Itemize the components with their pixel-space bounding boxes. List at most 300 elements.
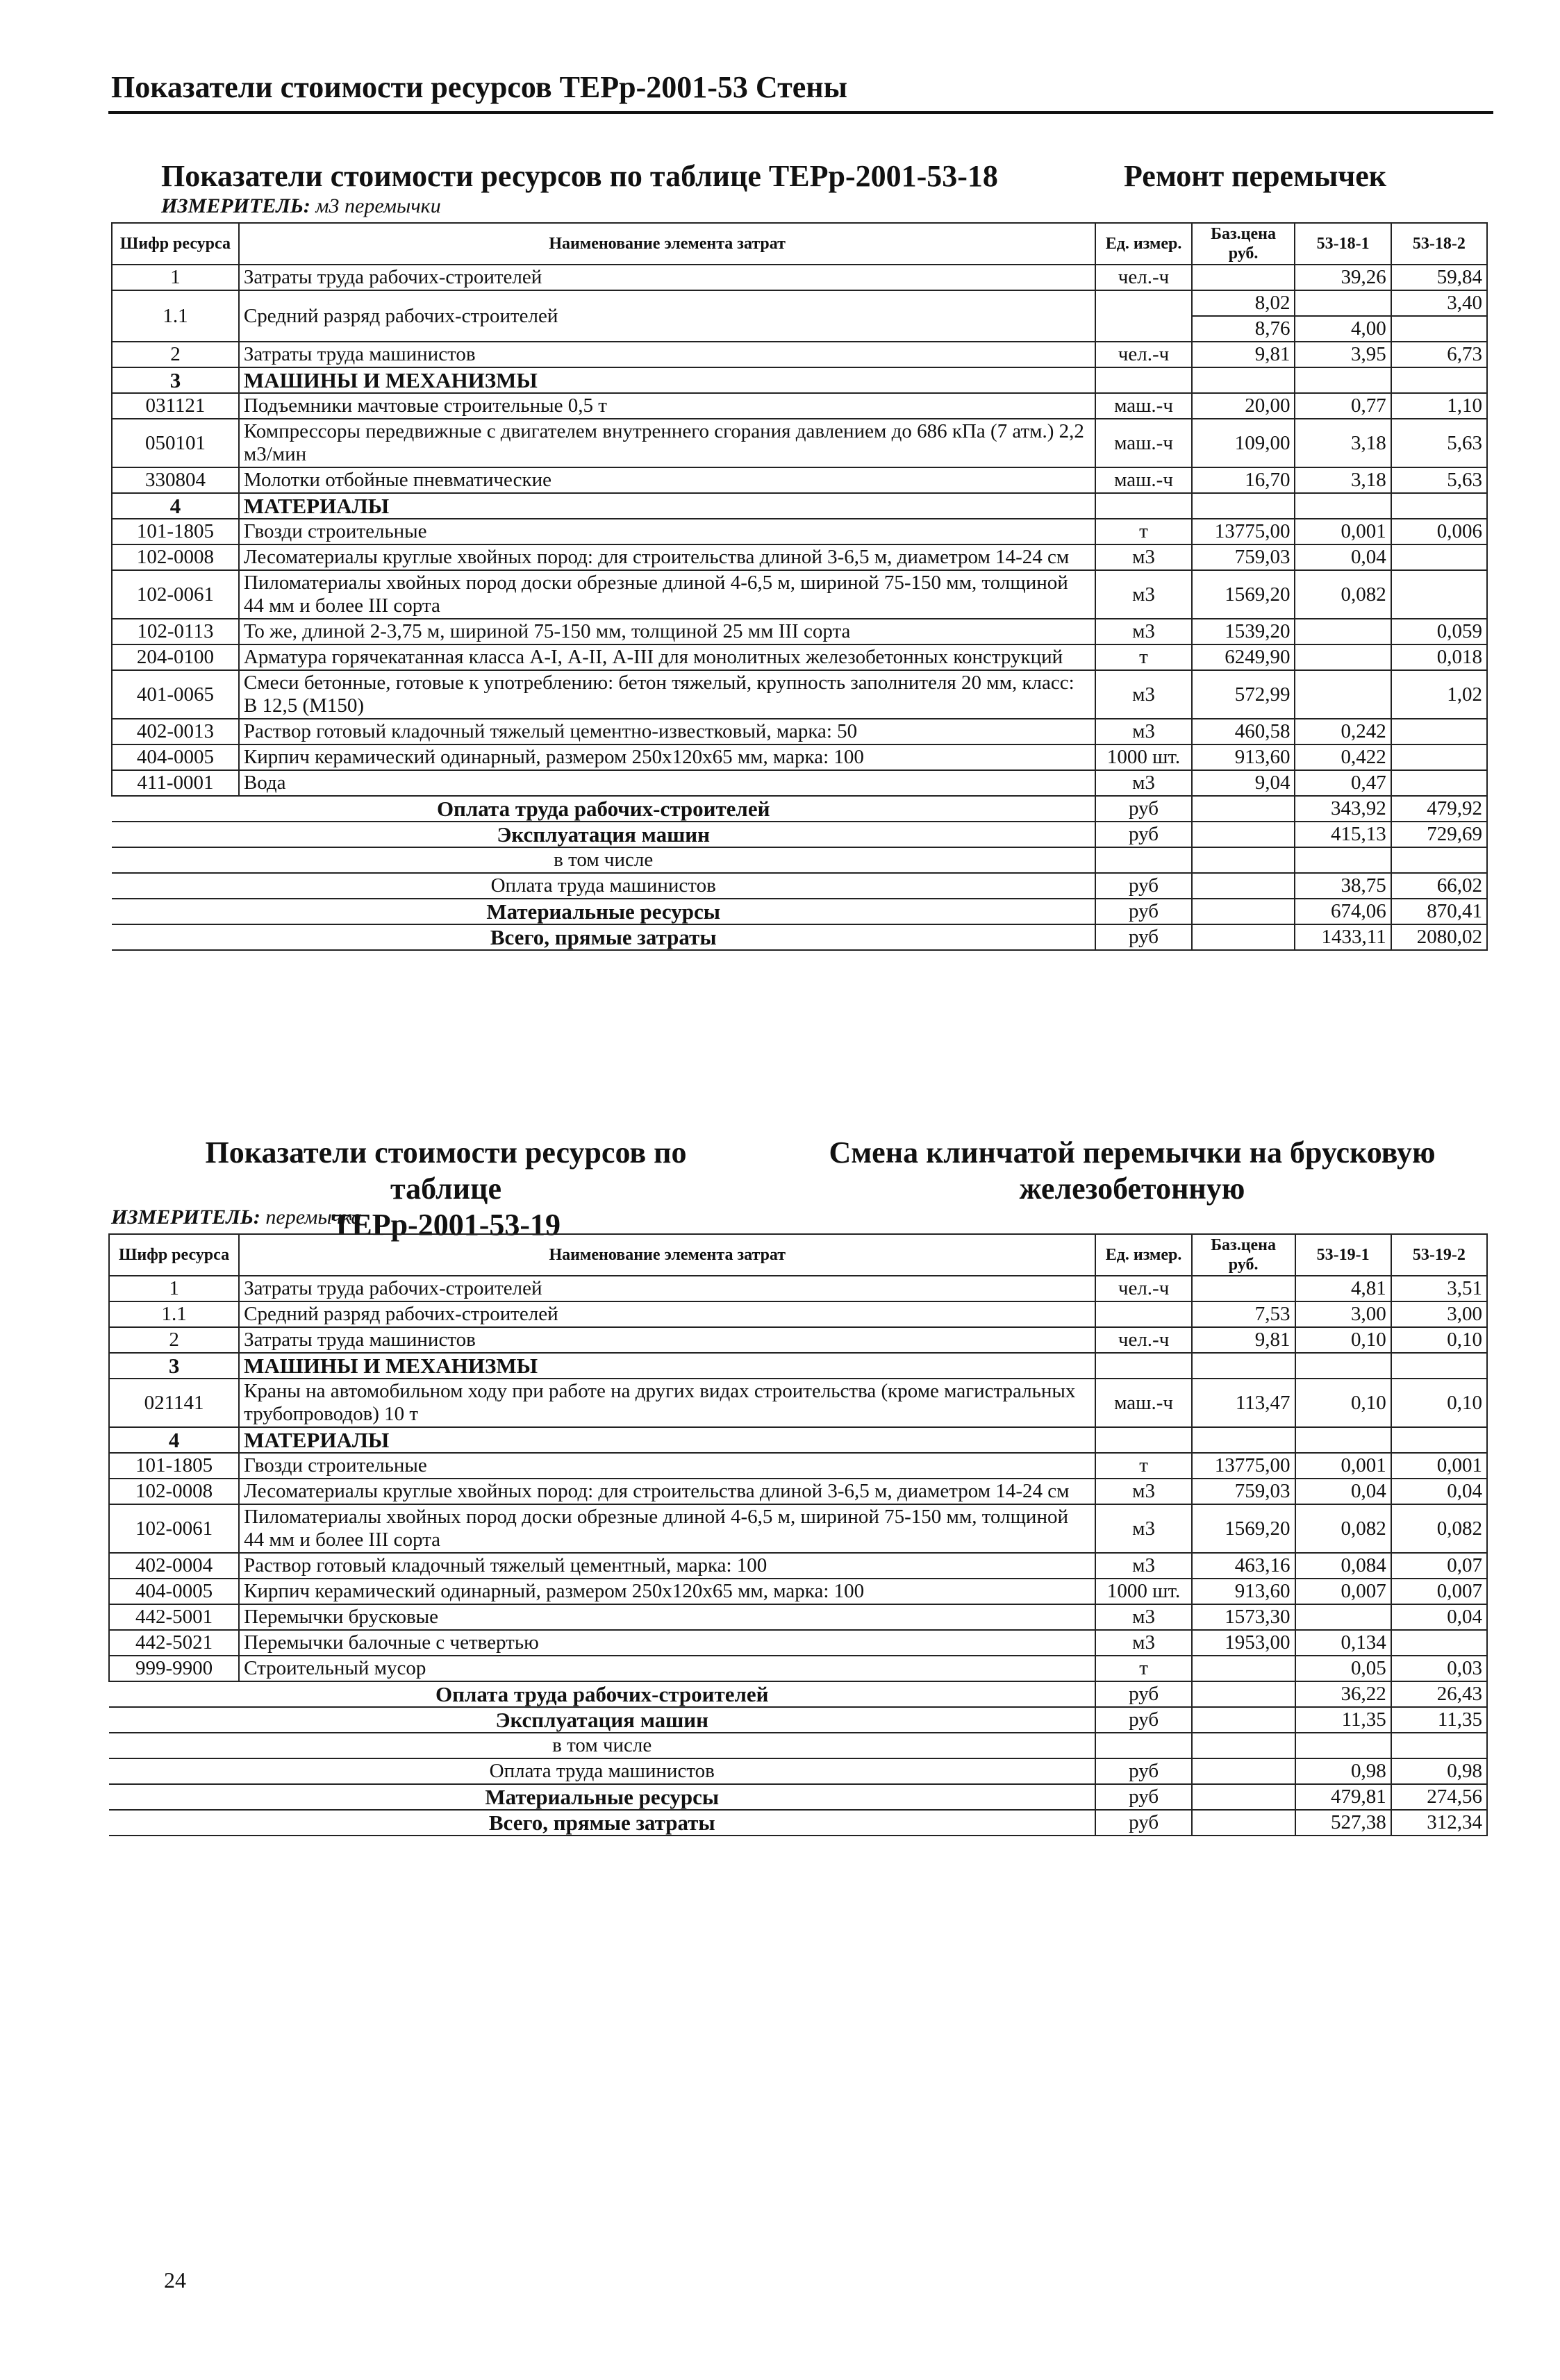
- cell-price: 20,00: [1192, 393, 1295, 419]
- summary-label: Материальные ресурсы: [112, 899, 1095, 924]
- section2-subtitle-line1: Смена клинчатой перемычки на брусковую: [829, 1135, 1436, 1170]
- cell-price: 113,47: [1192, 1379, 1295, 1427]
- cell-price: 913,60: [1192, 1579, 1295, 1604]
- section2-subtitle-line2: железобетонную: [1019, 1172, 1245, 1206]
- cell-code: 102-0008: [109, 1479, 239, 1504]
- summary-v1: 11,35: [1295, 1707, 1391, 1733]
- cell-v1: 4,00: [1295, 316, 1391, 342]
- summary-v1: 479,81: [1295, 1784, 1391, 1810]
- cell-v2: [1391, 719, 1487, 744]
- cell-price: [1192, 1276, 1295, 1301]
- cell-v1: 0,05: [1295, 1656, 1391, 1681]
- cell-name: Строительный мусор: [239, 1656, 1095, 1681]
- cell-v1: 0,082: [1295, 1504, 1391, 1553]
- table-row: [112, 393, 1487, 419]
- cell-unit: м3: [1095, 1479, 1191, 1504]
- cell-code: 999-9900: [109, 1656, 239, 1681]
- cell-code: 442-5001: [109, 1604, 239, 1630]
- table-row: [109, 1327, 1487, 1353]
- cell-code: 3: [112, 367, 239, 393]
- cell-name: Затраты труда рабочих-строителей: [239, 1276, 1095, 1301]
- cell-price: 460,58: [1192, 719, 1295, 744]
- cell-name: Перемычки балочные с четвертью: [239, 1630, 1095, 1656]
- summary-label: Эксплуатация машин: [109, 1707, 1095, 1733]
- cell-v1: 3,00: [1295, 1301, 1391, 1327]
- summary-label: Материальные ресурсы: [109, 1784, 1095, 1810]
- section1-table: [111, 222, 1488, 951]
- summary-v1: 36,22: [1295, 1681, 1391, 1707]
- summary-row: [109, 1810, 1487, 1836]
- cell-v2: 0,10: [1391, 1327, 1487, 1353]
- col-header-v2: 53-18-2: [1391, 223, 1487, 265]
- cell-v1: 0,10: [1295, 1379, 1391, 1427]
- cell-price: [1192, 1427, 1295, 1453]
- cell-name: Перемычки брусковые: [239, 1604, 1095, 1630]
- col-header-v2: 53-19-2: [1391, 1234, 1487, 1276]
- col-header-price: Баз.цена руб.: [1192, 223, 1295, 265]
- cell-v2: [1391, 1630, 1487, 1656]
- col-header-unit: Ед. измер.: [1095, 1234, 1191, 1276]
- section2-measure-value: перемычка: [265, 1206, 362, 1229]
- cell-v2: 6,73: [1391, 342, 1487, 367]
- cell-price: 572,99: [1192, 670, 1295, 719]
- cell-code: 401-0065: [112, 670, 239, 719]
- cell-v1: 4,81: [1295, 1276, 1391, 1301]
- cell-code: 102-0061: [109, 1504, 239, 1553]
- table-header-row: [109, 1234, 1487, 1276]
- cell-unit: м3: [1095, 670, 1191, 719]
- table-row: [112, 342, 1487, 367]
- cell-name: Вода: [239, 770, 1096, 796]
- table-row: [112, 644, 1487, 670]
- cell-v2: [1391, 570, 1487, 619]
- section1-measure: [161, 194, 441, 218]
- cell-price: [1192, 493, 1295, 519]
- summary-empty: [1192, 899, 1295, 924]
- cell-v1: 0,10: [1295, 1327, 1391, 1353]
- cell-code: 102-0061: [112, 570, 239, 619]
- table-row: [112, 419, 1487, 467]
- summary-empty: [1192, 1810, 1295, 1836]
- cell-name: Кирпич керамический одинарный, размером 250х120х65 мм, марка: 100: [239, 1579, 1095, 1604]
- summary-v2: 870,41: [1391, 899, 1487, 924]
- summary-v1: 415,13: [1295, 822, 1391, 847]
- cell-name: Раствор готовый кладочный тяжелый цементно-известковый, марка: 50: [239, 719, 1096, 744]
- section2-table: [108, 1233, 1488, 1836]
- cell-unit: м3: [1095, 1504, 1191, 1553]
- col-header-v1: 53-19-1: [1295, 1234, 1391, 1276]
- table-row: [109, 1427, 1487, 1453]
- summary-row: [109, 1784, 1487, 1810]
- summary-unit: руб: [1095, 873, 1191, 899]
- cell-price: [1192, 265, 1295, 290]
- summary-empty: [1192, 924, 1295, 950]
- cell-v2: 0,001: [1391, 1453, 1487, 1479]
- summary-row: [109, 1707, 1487, 1733]
- cell-unit: [1095, 493, 1191, 519]
- cell-code: 402-0013: [112, 719, 239, 744]
- cell-price: 7,53: [1192, 1301, 1295, 1327]
- summary-label: Оплата труда машинистов: [109, 1758, 1095, 1784]
- cell-unit: чел.-ч: [1095, 1327, 1191, 1353]
- cell-v1: 0,007: [1295, 1579, 1391, 1604]
- table-row: [112, 290, 1487, 316]
- section2-measure: [111, 1206, 361, 1229]
- cell-name: МАТЕРИАЛЫ: [239, 493, 1096, 519]
- cell-unit: м3: [1095, 1553, 1191, 1579]
- cell-unit: чел.-ч: [1095, 265, 1191, 290]
- cell-price: 13775,00: [1192, 1453, 1295, 1479]
- cell-price: 1953,00: [1192, 1630, 1295, 1656]
- cell-price: [1192, 1353, 1295, 1379]
- cell-v1: [1295, 367, 1391, 393]
- cell-v1: 0,04: [1295, 1479, 1391, 1504]
- cell-code: 4: [112, 493, 239, 519]
- cell-code: 2: [109, 1327, 239, 1353]
- cell-name: Гвозди строительные: [239, 519, 1096, 544]
- cell-code: 1: [112, 265, 239, 290]
- cell-v2: 0,018: [1391, 644, 1487, 670]
- summary-v2: [1391, 1733, 1487, 1758]
- summary-row: [112, 796, 1487, 822]
- cell-code: 3: [109, 1353, 239, 1379]
- summary-empty: [1192, 1758, 1295, 1784]
- summary-label: Оплата труда рабочих-строителей: [109, 1681, 1095, 1707]
- summary-label: Оплата труда машинистов: [112, 873, 1095, 899]
- cell-name: Гвозди строительные: [239, 1453, 1095, 1479]
- cell-unit: м3: [1095, 770, 1191, 796]
- table-row: [112, 544, 1487, 570]
- section2-measure-label: ИЗМЕРИТЕЛЬ:: [111, 1206, 260, 1229]
- cell-v2: 1,10: [1391, 393, 1487, 419]
- cell-code: 404-0005: [112, 744, 239, 770]
- cell-code: 402-0004: [109, 1553, 239, 1579]
- summary-row: [112, 899, 1487, 924]
- summary-unit: [1095, 1733, 1191, 1758]
- summary-v1: [1295, 1733, 1391, 1758]
- summary-v1: 343,92: [1295, 796, 1391, 822]
- summary-unit: руб: [1095, 924, 1191, 950]
- cell-v1: [1295, 670, 1391, 719]
- cell-unit: м3: [1095, 544, 1191, 570]
- summary-v2: 274,56: [1391, 1784, 1487, 1810]
- summary-empty: [1192, 796, 1295, 822]
- cell-price: 16,70: [1192, 467, 1295, 493]
- cell-v2: 1,02: [1391, 670, 1487, 719]
- cell-v2: 0,04: [1391, 1604, 1487, 1630]
- section1-measure-value: м3 перемычки: [315, 194, 441, 217]
- cell-v2: 0,006: [1391, 519, 1487, 544]
- cell-v2: [1391, 1353, 1487, 1379]
- table-row: [109, 1301, 1487, 1327]
- cell-name: Средний разряд рабочих-строителей: [239, 290, 1096, 342]
- cell-price: 109,00: [1192, 419, 1295, 467]
- table-row: [109, 1276, 1487, 1301]
- cell-price: 759,03: [1192, 544, 1295, 570]
- cell-v1: [1295, 644, 1391, 670]
- cell-v2: 59,84: [1391, 265, 1487, 290]
- cell-v1: 0,001: [1295, 519, 1391, 544]
- cell-unit: м3: [1095, 619, 1191, 644]
- cell-v2: [1391, 544, 1487, 570]
- cell-v2: 0,04: [1391, 1479, 1487, 1504]
- table-row: [109, 1630, 1487, 1656]
- cell-unit: т: [1095, 519, 1191, 544]
- cell-v1: 0,422: [1295, 744, 1391, 770]
- summary-row: [109, 1733, 1487, 1758]
- cell-code: 411-0001: [112, 770, 239, 796]
- cell-v1: 0,47: [1295, 770, 1391, 796]
- summary-v1: 38,75: [1295, 873, 1391, 899]
- summary-label: Оплата труда рабочих-строителей: [112, 796, 1095, 822]
- section2-title-line2: ТЕРр-2001-53-19: [331, 1208, 561, 1242]
- cell-unit: м3: [1095, 719, 1191, 744]
- cell-code: 101-1805: [109, 1453, 239, 1479]
- col-header-name: Наименование элемента затрат: [239, 223, 1096, 265]
- col-header-unit: Ед. измер.: [1095, 223, 1191, 265]
- cell-name: Компрессоры передвижные с двигателем внутреннего сгорания давлением до 686 кПа (7 атм.) 2,2 м3/мин: [239, 419, 1096, 467]
- cell-code: 102-0113: [112, 619, 239, 644]
- section1-title-text: Показатели стоимости ресурсов по таблице ТЕРр-2001-53-18: [161, 159, 998, 193]
- summary-empty: [1192, 1784, 1295, 1810]
- cell-v2: [1391, 770, 1487, 796]
- table-row: [112, 519, 1487, 544]
- section1-subtitle-text: Ремонт перемычек: [1124, 159, 1387, 193]
- table-row: [112, 719, 1487, 744]
- col-header-price: Баз.цена руб.: [1192, 1234, 1295, 1276]
- cell-unit: [1095, 1353, 1191, 1379]
- cell-price: 6249,90: [1192, 644, 1295, 670]
- summary-v1: 674,06: [1295, 899, 1391, 924]
- cell-v2: [1391, 367, 1487, 393]
- table-row: [109, 1504, 1487, 1553]
- cell-price: 1569,20: [1192, 1504, 1295, 1553]
- cell-v1: 0,082: [1295, 570, 1391, 619]
- table-row: [112, 770, 1487, 796]
- cell-v1: [1295, 1604, 1391, 1630]
- cell-v2: [1391, 493, 1487, 519]
- cell-unit: 1000 шт.: [1095, 744, 1191, 770]
- summary-row: [112, 847, 1487, 873]
- cell-name: Молотки отбойные пневматические: [239, 467, 1096, 493]
- summary-v2: 66,02: [1391, 873, 1487, 899]
- cell-name: МАШИНЫ И МЕХАНИЗМЫ: [239, 1353, 1095, 1379]
- cell-v1: 0,134: [1295, 1630, 1391, 1656]
- cell-code: 050101: [112, 419, 239, 467]
- table-row: [109, 1353, 1487, 1379]
- cell-unit: маш.-ч: [1095, 1379, 1191, 1427]
- cell-price: [1192, 367, 1295, 393]
- cell-code: 1.1: [112, 290, 239, 342]
- summary-v1: [1295, 847, 1391, 873]
- summary-v2: 312,34: [1391, 1810, 1487, 1836]
- summary-v2: 729,69: [1391, 822, 1487, 847]
- cell-name: Кирпич керамический одинарный, размером 250х120х65 мм, марка: 100: [239, 744, 1096, 770]
- cell-unit: чел.-ч: [1095, 1276, 1191, 1301]
- cell-v2: 3,00: [1391, 1301, 1487, 1327]
- cell-unit: т: [1095, 1453, 1191, 1479]
- cell-v2: 0,007: [1391, 1579, 1487, 1604]
- cell-name: Подъемники мачтовые строительные 0,5 т: [239, 393, 1096, 419]
- cell-price: 1569,20: [1192, 570, 1295, 619]
- cell-v2: 0,059: [1391, 619, 1487, 644]
- summary-unit: руб: [1095, 899, 1191, 924]
- summary-unit: руб: [1095, 1784, 1191, 1810]
- cell-v2: 0,07: [1391, 1553, 1487, 1579]
- summary-v2: 0,98: [1391, 1758, 1487, 1784]
- table-row: [109, 1479, 1487, 1504]
- cell-v2: 0,10: [1391, 1379, 1487, 1427]
- header-rule: [108, 111, 1493, 114]
- cell-code: 101-1805: [112, 519, 239, 544]
- cell-unit: маш.-ч: [1095, 467, 1191, 493]
- cell-name: МАТЕРИАЛЫ: [239, 1427, 1095, 1453]
- summary-row: [109, 1681, 1487, 1707]
- cell-unit: [1095, 290, 1191, 342]
- table-row: [112, 619, 1487, 644]
- cell-price: 1573,30: [1192, 1604, 1295, 1630]
- summary-label: в том числе: [112, 847, 1095, 873]
- cell-unit: маш.-ч: [1095, 393, 1191, 419]
- cell-name: Затраты труда машинистов: [239, 1327, 1095, 1353]
- table-row: [112, 744, 1487, 770]
- cell-price: [1192, 1656, 1295, 1681]
- cell-v1: 0,084: [1295, 1553, 1391, 1579]
- table-row: [112, 670, 1487, 719]
- table-row: [109, 1579, 1487, 1604]
- cell-code: 204-0100: [112, 644, 239, 670]
- cell-price: 9,81: [1192, 342, 1295, 367]
- col-header-code: Шифр ресурса: [112, 223, 239, 265]
- summary-empty: [1192, 1681, 1295, 1707]
- table-row: [109, 1553, 1487, 1579]
- cell-v2: 5,63: [1391, 419, 1487, 467]
- cell-unit: [1095, 1427, 1191, 1453]
- summary-label: в том числе: [109, 1733, 1095, 1758]
- summary-empty: [1192, 873, 1295, 899]
- cell-price: 9,81: [1192, 1327, 1295, 1353]
- cell-unit: м3: [1095, 570, 1191, 619]
- summary-label: Эксплуатация машин: [112, 822, 1095, 847]
- cell-price: 8,02: [1192, 290, 1295, 316]
- table-row: [112, 493, 1487, 519]
- cell-name: Затраты труда машинистов: [239, 342, 1096, 367]
- summary-empty: [1192, 1707, 1295, 1733]
- table-row: [112, 467, 1487, 493]
- summary-v2: 2080,02: [1391, 924, 1487, 950]
- summary-v2: 26,43: [1391, 1681, 1487, 1707]
- cell-unit: чел.-ч: [1095, 342, 1191, 367]
- cell-v1: 0,242: [1295, 719, 1391, 744]
- cell-v1: 0,001: [1295, 1453, 1391, 1479]
- summary-row: [112, 873, 1487, 899]
- cell-v2: 3,51: [1391, 1276, 1487, 1301]
- table-row: [109, 1656, 1487, 1681]
- cell-unit: м3: [1095, 1604, 1191, 1630]
- cell-name: Затраты труда рабочих-строителей: [239, 265, 1096, 290]
- section1-title: [161, 158, 998, 194]
- table-row: [112, 570, 1487, 619]
- cell-v1: [1295, 290, 1391, 316]
- cell-name: Краны на автомобильном ходу при работе на других видах строительства (кроме магистральных трубопроводов) 10 т: [239, 1379, 1095, 1427]
- section2-title-line1: Показатели стоимости ресурсов по таблице: [205, 1135, 687, 1206]
- cell-price: 1539,20: [1192, 619, 1295, 644]
- col-header-code: Шифр ресурса: [109, 1234, 239, 1276]
- cell-v2: 3,40: [1391, 290, 1487, 316]
- cell-price: 13775,00: [1192, 519, 1295, 544]
- cell-code: 1.1: [109, 1301, 239, 1327]
- cell-v1: 39,26: [1295, 265, 1391, 290]
- cell-v1: 3,18: [1295, 419, 1391, 467]
- cell-v2: 5,63: [1391, 467, 1487, 493]
- cell-price: 759,03: [1192, 1479, 1295, 1504]
- col-header-name: Наименование элемента затрат: [239, 1234, 1095, 1276]
- cell-code: 102-0008: [112, 544, 239, 570]
- table-row: [112, 367, 1487, 393]
- cell-unit: [1095, 367, 1191, 393]
- cell-price: 913,60: [1192, 744, 1295, 770]
- summary-row: [112, 822, 1487, 847]
- table-row: [112, 265, 1487, 290]
- cell-code: 330804: [112, 467, 239, 493]
- summary-v2: [1391, 847, 1487, 873]
- table-row: [109, 1453, 1487, 1479]
- cell-v2: 0,03: [1391, 1656, 1487, 1681]
- cell-unit: т: [1095, 1656, 1191, 1681]
- cell-price: 8,76: [1192, 316, 1295, 342]
- cell-v1: 3,18: [1295, 467, 1391, 493]
- summary-unit: руб: [1095, 1758, 1191, 1784]
- cell-v2: 0,082: [1391, 1504, 1487, 1553]
- cell-v2: [1391, 316, 1487, 342]
- summary-label: Всего, прямые затраты: [112, 924, 1095, 950]
- cell-code: 4: [109, 1427, 239, 1453]
- running-header: Показатели стоимости ресурсов ТЕРр-2001-53 Стены: [111, 70, 847, 104]
- cell-code: 021141: [109, 1379, 239, 1427]
- section1-subtitle: [1124, 158, 1386, 194]
- cell-v2: [1391, 744, 1487, 770]
- cell-price: 9,04: [1192, 770, 1295, 796]
- cell-name: Пиломатериалы хвойных пород доски обрезные длиной 4-6,5 м, шириной 75-150 мм, толщиной 44 мм и более III сорта: [239, 570, 1096, 619]
- section2-subtitle: [820, 1135, 1445, 1207]
- cell-v1: 0,77: [1295, 393, 1391, 419]
- cell-v1: 3,95: [1295, 342, 1391, 367]
- cell-unit: м3: [1095, 1630, 1191, 1656]
- section1-measure-label: ИЗМЕРИТЕЛЬ:: [161, 194, 310, 217]
- summary-unit: руб: [1095, 822, 1191, 847]
- cell-code: 2: [112, 342, 239, 367]
- table-row: [109, 1379, 1487, 1427]
- summary-row: [112, 924, 1487, 950]
- cell-unit: [1095, 1301, 1191, 1327]
- page-number: 24: [164, 2267, 186, 2292]
- summary-label: Всего, прямые затраты: [109, 1810, 1095, 1836]
- cell-name: Смеси бетонные, готовые к употреблению: бетон тяжелый, крупность заполнителя 20 мм, класс: В 12,5 (М150): [239, 670, 1096, 719]
- summary-empty: [1192, 1733, 1295, 1758]
- cell-name: Пиломатериалы хвойных пород доски обрезные длиной 4-6,5 м, шириной 75-150 мм, толщиной 44 мм и более III сорта: [239, 1504, 1095, 1553]
- cell-v1: [1295, 1427, 1391, 1453]
- summary-unit: руб: [1095, 1810, 1191, 1836]
- cell-v1: 0,04: [1295, 544, 1391, 570]
- summary-v2: 11,35: [1391, 1707, 1487, 1733]
- cell-unit: т: [1095, 644, 1191, 670]
- table-row: [109, 1604, 1487, 1630]
- summary-empty: [1192, 822, 1295, 847]
- cell-name: Арматура горячекатанная класса А-I, А-II, А-III для монолитных железобетонных конструкций: [239, 644, 1096, 670]
- summary-v1: 0,98: [1295, 1758, 1391, 1784]
- cell-v2: [1391, 1427, 1487, 1453]
- cell-name: То же, длиной 2-3,75 м, шириной 75-150 мм, толщиной 25 мм III сорта: [239, 619, 1096, 644]
